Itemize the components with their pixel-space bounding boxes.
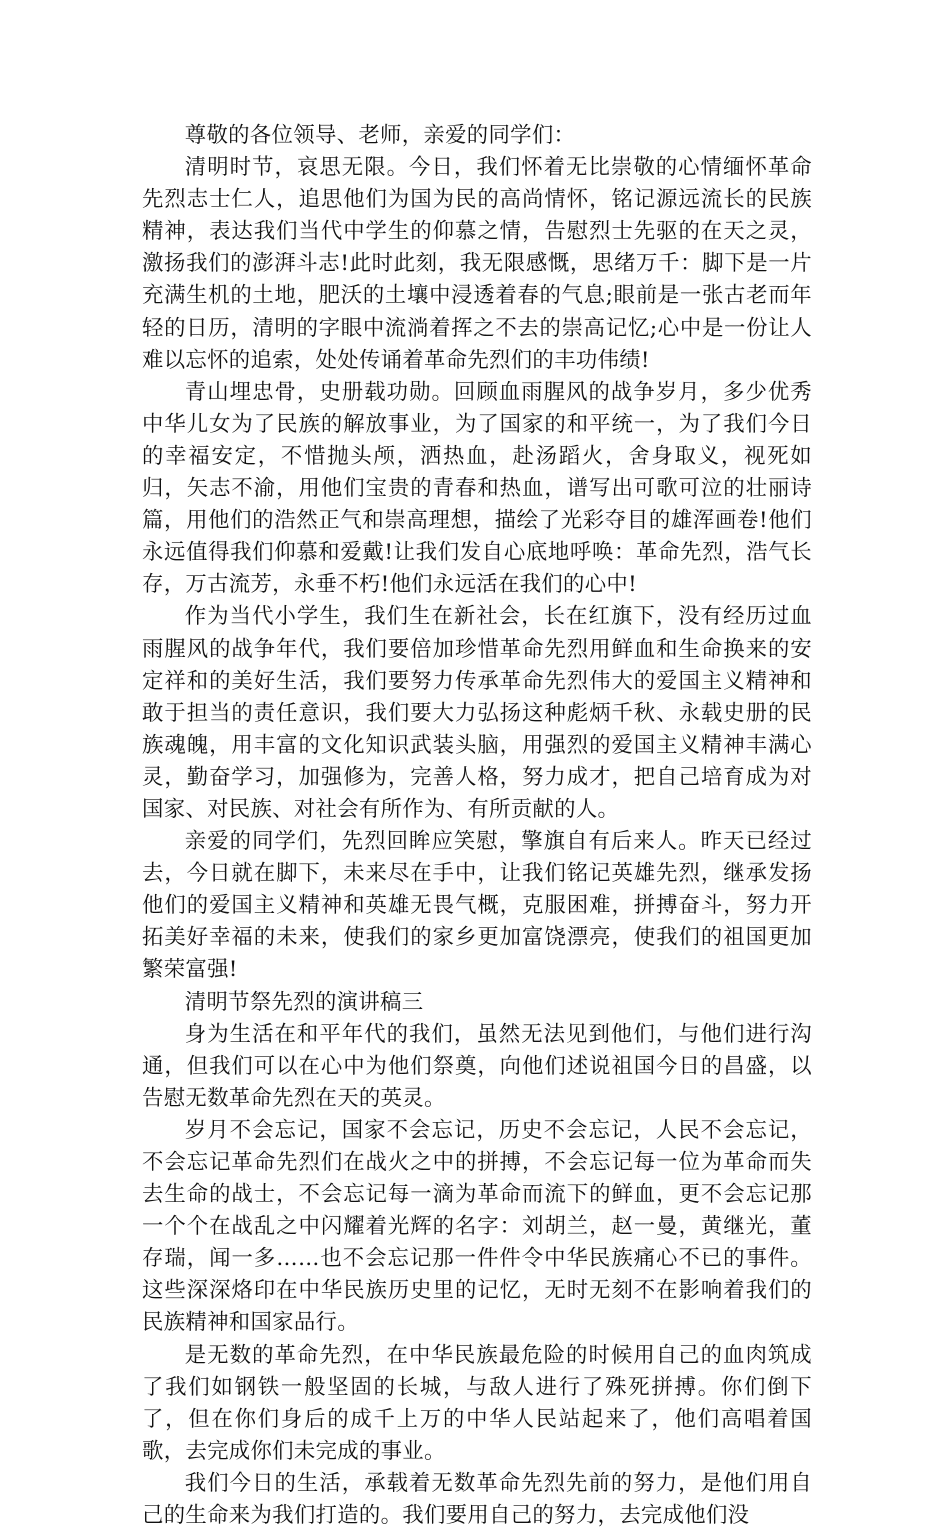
section-heading: 清明节祭先烈的演讲稿三 [184, 989, 424, 1015]
paragraph: 岁月不会忘记，国家不会忘记，历史不会忘记，人民不会忘记，不会忘记革命先烈们在战火之中的拼搏，不会忘记每一位为革命而失去生命的战士，不会忘记每一滴为革命而流下的鲜血，更不会忘记那一个个在战乱之中闪耀着光辉的名字：刘胡兰，赵一曼，黄继光，董存瑞，闻一多……也不会忘记那一件件令中华民族痛心不已的事件。这些深深烙印在中华民族历史里的记忆，无时无刻不在影响着我们的民族精神和国家品行。 [142, 1117, 812, 1336]
document-body [142, 120, 812, 1532]
paragraph: 清明时节，哀思无限。今日，我们怀着无比崇敬的心情缅怀革命先烈志士仁人，追思他们为国为民的高尚情怀，铭记源远流长的民族精神，表达我们当代中学生的仰慕之情，告慰烈士先驱的在天之灵，激扬我们的澎湃斗志!此时此刻，我无限感慨，思绪万千：脚下是一片充满生机的土地，肥沃的土壤中浸透着春的气息;眼前是一张古老而年轻的日历，清明的字眼中流淌着挥之不去的崇高记忆;心中是一份让人难以忘怀的追索，处处传诵着革命先烈们的丰功伟绩! [142, 155, 812, 373]
paragraph: 亲爱的同学们，先烈回眸应笑慰，擎旗自有后来人。昨天已经过去，今日就在脚下，未来尽在手中，让我们铭记英雄先烈，继承发扬他们的爱国主义精神和英雄无畏气概，克服困难，拼搏奋斗，努力开拓美好幸福的未来，使我们的家乡更加富饶漂亮，使我们的祖国更加繁荣富强! [142, 829, 812, 983]
salutation: 尊敬的各位领导、老师，亲爱的同学们： [184, 123, 576, 148]
paragraph: 我们今日的生活，承载着无数革命先烈先前的努力，是他们用自己的生命来为我们打造的。我们要用自己的努力，去完成他们没 [142, 1470, 812, 1529]
paragraph: 青山埋忠骨，史册载功勋。回顾血雨腥风的战争岁月，多少优秀中华儿女为了民族的解放事业，为了国家的和平统一，为了我们今日的幸福安定，不惜抛头颅，洒热血，赴汤蹈火，舍身取义，视死如归，矢志不渝，用他们宝贵的青春和热血，谱写出可歌可泣的壮丽诗篇，用他们的浩然正气和崇高理想，描绘了光彩夺目的雄浑画卷!他们永远值得我们仰慕和爱戴!让我们发自心底地呼唤：革命先烈，浩气长存，万古流芳，永垂不朽!他们永远活在我们的心中! [142, 379, 812, 598]
paragraph: 身为生活在和平年代的我们，虽然无法见到他们，与他们进行沟通，但我们可以在心中为他们祭奠，向他们述说祖国今日的昌盛，以告慰无数革命先烈在天的英灵。 [142, 1021, 812, 1111]
paragraph: 是无数的革命先烈，在中华民族最危险的时候用自己的血肉筑成了我们如钢铁一般坚固的长城，与敌人进行了殊死拼搏。你们倒下了，但在你们身后的成千上万的中华人民站起来了，他们高唱着国歌，去完成你们未完成的事业。 [142, 1342, 812, 1464]
paragraph: 作为当代小学生，我们生在新社会，长在红旗下，没有经历过血雨腥风的战争年代，我们要倍加珍惜革命先烈用鲜血和生命换来的安定祥和的美好生活，我们要努力传承革命先烈伟大的爱国主义精神和敢于担当的责任意识，我们要大力弘扬这种彪炳千秋、永载史册的民族魂魄，用丰富的文化知识武装头脑，用强烈的爱国主义精神丰满心灵，勤奋学习，加强修为，完善人格，努力成才，把自己培育成为对国家、对民族、对社会有所作为、有所贡献的人。 [142, 604, 812, 822]
